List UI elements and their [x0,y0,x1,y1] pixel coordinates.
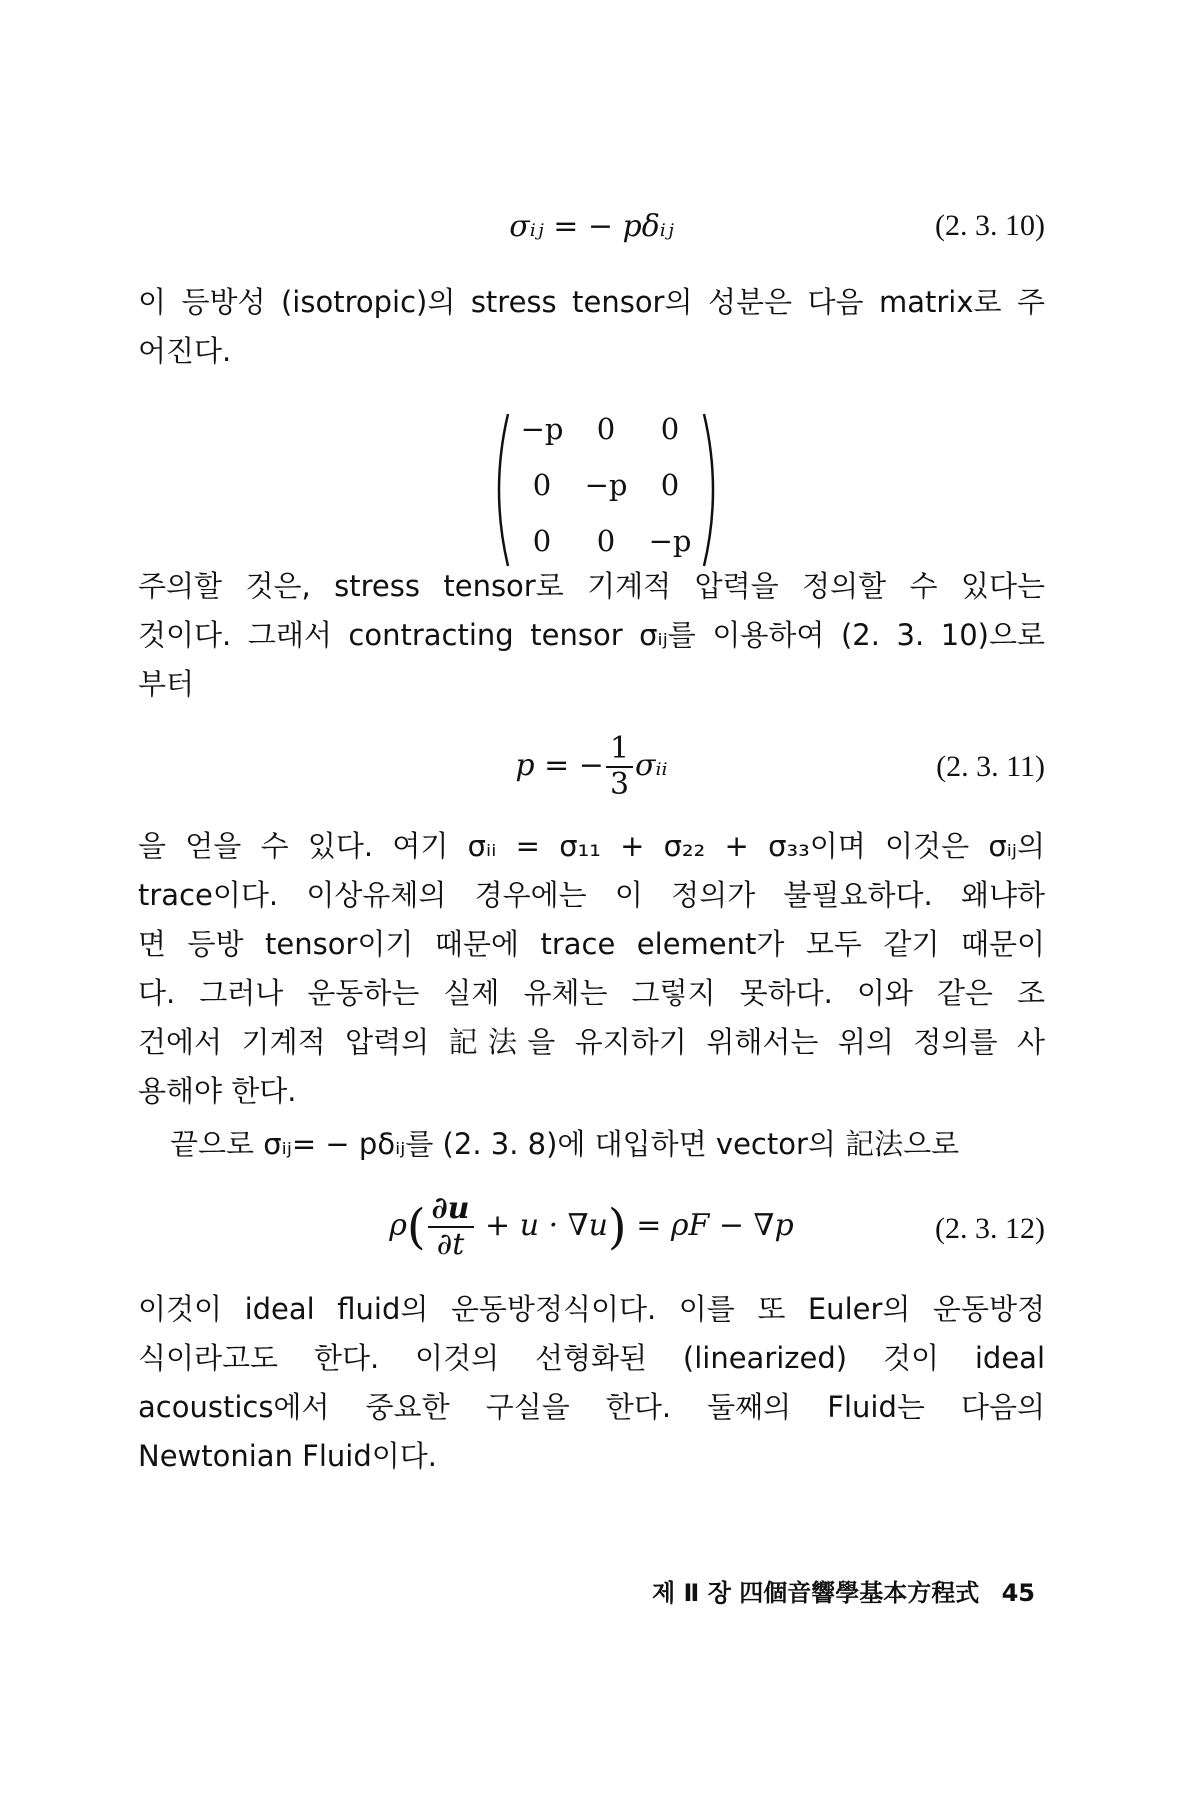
paragraph-4 [138,1120,1045,1169]
equation-lhs: p = − [515,748,604,783]
text-line: acoustics에서 중요한 구실을 한다. 둘째의 Fluid는 다음의 [138,1390,1045,1424]
text-line: Newtonian Fluid이다. [138,1439,438,1473]
equation-rhs: σᵢᵢ [635,748,668,783]
paragraph-5 [138,1285,1045,1481]
equation-2-3-11 [138,730,1045,810]
text-line: 주의할 것은, stress tensor로 기계적 압력을 정의할 수 있다는 [138,569,1045,603]
equation-number: (2. 3. 11) [936,750,1045,783]
text-line: 어진다. [138,334,232,368]
equation-expression [138,731,1045,802]
matrix-cell: 0 [660,468,680,502]
right-paren: ) [607,1199,627,1255]
paragraph-2 [138,562,1045,709]
text-line: 이 등방성 (isotropic)의 stress tensor의 성분은 다음 matrix로 주 [138,285,1045,319]
equation-rhs: = ρF − ∇p [636,1208,794,1243]
equation-2-3-10 [138,197,1045,257]
matrix-cell: −p [648,524,692,558]
fraction-denominator: ∂t [436,1227,465,1262]
fraction-numerator: ∂u [428,1194,474,1228]
equation-2-3-12 [138,1188,1045,1278]
equation-rest: + u · ∇u [485,1208,608,1243]
paragraph-1 [138,278,1045,376]
matrix-cell: 0 [532,524,552,558]
text-line: 다. 그러나 운동하는 실제 유체는 그렇지 못하다. 이와 같은 조 [138,976,1045,1010]
matrix-cell: −p [520,412,564,446]
equation-expression: σᵢⱼ = − pδᵢⱼ [509,209,674,244]
text-line: 것이다. 그래서 contracting tensor σᵢⱼ를 이용하여 (2. 3. 10)으로 [138,618,1045,652]
equation-rho: ρ [389,1208,407,1243]
paragraph-3 [138,822,1045,1116]
text-line: trace이다. 이상유체의 경우에는 이 정의가 불필요하다. 왜냐하 [138,878,1045,912]
matrix-cell: 0 [532,468,552,502]
fraction [428,1191,474,1262]
chapter-title: 제 Ⅱ 장 四個音響學基本方程式 [651,1579,980,1607]
left-paren: ( [406,1199,426,1255]
text-line: 이것이 ideal fluid의 운동방정식이다. 이를 또 Euler의 운동방정 [138,1292,1045,1326]
text-line: 면 등방 tensor이기 때문에 trace element가 모두 같기 때문이 [138,927,1045,961]
text-line: 을 얻을 수 있다. 여기 σᵢᵢ = σ₁₁ + σ₂₂ + σ₃₃이며 이것은 σᵢⱼ의 [138,829,1045,863]
matrix-cell: 0 [596,412,616,446]
text-line: 건에서 기계적 압력의 記法을 유지하기 위해서는 위의 정의를 사 [138,1025,1045,1059]
page-footer [652,1573,1035,1608]
matrix-cell: −p [584,468,628,502]
equation-number: (2. 3. 10) [935,209,1045,242]
text-line: 부터 [138,667,195,701]
equation-number: (2. 3. 12) [935,1212,1045,1245]
fraction-numerator: 1 [606,734,633,768]
fraction [606,731,633,802]
stress-matrix [486,408,726,573]
text-line: 식이라고도 한다. 이것의 선형화된 (linearized) 것이 ideal [138,1341,1045,1375]
text-line: 끝으로 σᵢⱼ= − pδᵢⱼ를 (2. 3. 8)에 대입하면 vector의 記法으로 [170,1127,960,1161]
matrix-cell: 0 [660,412,680,446]
matrix-cell: 0 [596,524,616,558]
text-line: 용해야 한다. [138,1074,297,1108]
page-number: 45 [1001,1579,1035,1607]
fraction-denominator: 3 [609,767,630,802]
equation-expression [138,1191,1045,1262]
